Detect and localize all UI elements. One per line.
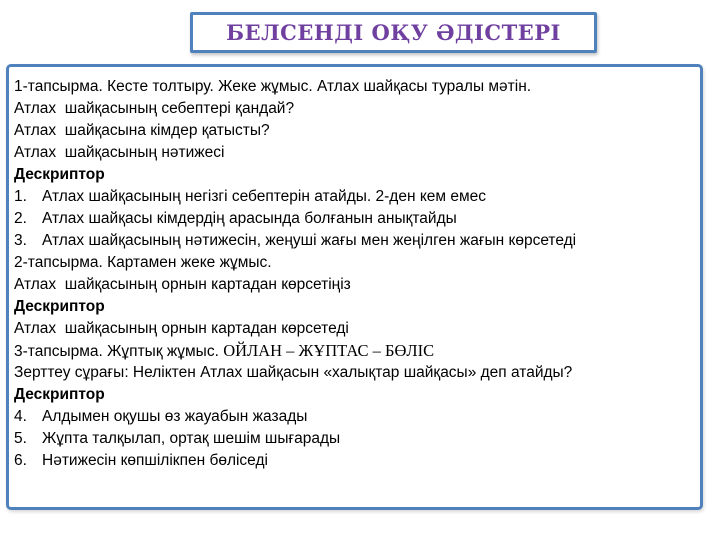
research-question: Зерттеу сұрағы: Неліктен Атлах шайқасын «халықтар шайқасы» деп атайды? (14, 364, 573, 381)
list-number: 1. (14, 188, 27, 205)
list-number: 4. (14, 408, 27, 425)
list-item (14, 230, 696, 252)
task3-heading (14, 340, 696, 362)
task1-question-2: Атлах шайқасына кімдер қатысты? (14, 122, 270, 139)
descriptor2-text: Атлах шайқасының орнын картадан көрсетеді (14, 320, 349, 337)
descriptor-heading-3: Дескриптор (14, 386, 105, 403)
list-item (14, 208, 696, 230)
list-text: Атлах шайқасының нәтижесін, жеңуші жағы мен жеңілген жағын көрсетеді (42, 232, 577, 249)
list-item (14, 428, 696, 450)
list-item (14, 450, 696, 472)
slide-title: БЕЛСЕНДІ ОҚУ ӘДІСТЕРІ (226, 20, 561, 45)
list-text: Алдымен оқушы өз жауабын жазады (42, 408, 308, 425)
list-number: 6. (14, 452, 27, 469)
task1-question-1: Атлах шайқасының себептері қандай? (14, 100, 295, 117)
list-text: Атлах шайқасының негізгі себептерін атайды. 2-ден кем емес (42, 188, 487, 205)
task1-heading: 1-тапсырма. Кесте толтыру. Жеке жұмыс. Атлах шайқасы туралы мәтін. (14, 78, 532, 95)
list-number: 2. (14, 210, 27, 227)
task3-method-caps: ОЙЛАН – ЖҰПТАС – БӨЛІС (223, 341, 435, 360)
content-box (6, 64, 703, 510)
title-box (190, 12, 597, 53)
task2-instruction: Атлах шайқасының орнын картадан көрсетіңіз (14, 276, 351, 293)
descriptor-heading-1: Дескриптор (14, 166, 105, 183)
task3-heading-text: 3-тапсырма. Жұптық жұмыс. (14, 343, 224, 360)
task1-question-3: Атлах шайқасының нәтижесі (14, 144, 225, 161)
list-item (14, 186, 696, 208)
list-text: Жұпта талқылап, ортақ шешім шығарады (42, 430, 341, 447)
descriptor-heading-2: Дескриптор (14, 298, 105, 315)
list-item (14, 406, 696, 428)
list-number: 3. (14, 232, 27, 249)
list-text: Атлах шайқасы кімдердің арасында болғанын анықтайды (42, 210, 457, 227)
list-text: Нәтижесін көпшілікпен бөліседі (42, 452, 268, 469)
list-number: 5. (14, 430, 27, 447)
task2-heading: 2-тапсырма. Картамен жеке жұмыс. (14, 254, 272, 271)
